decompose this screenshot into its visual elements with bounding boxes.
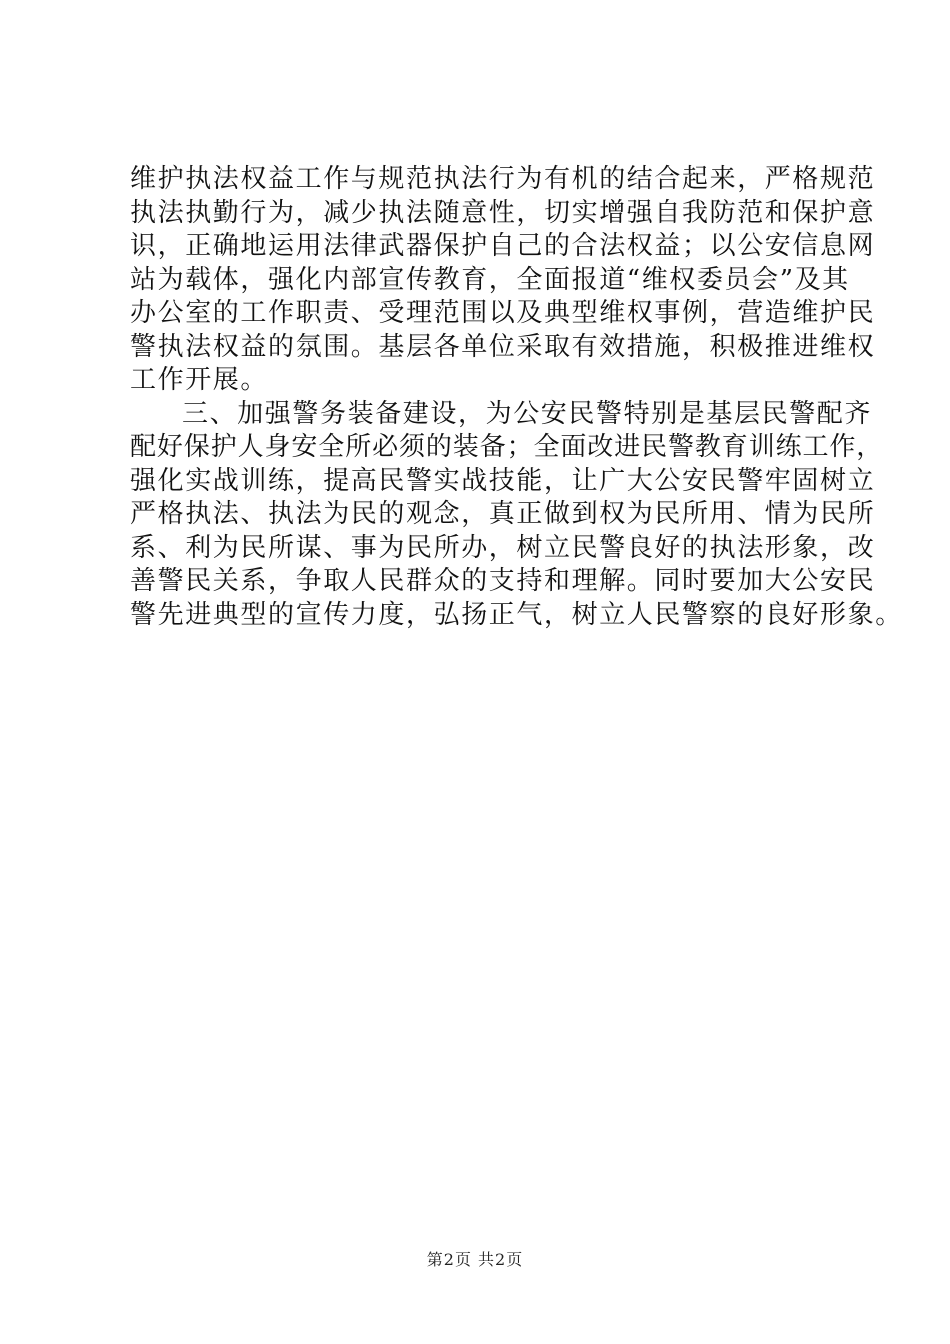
- text-line: 维护执法权益工作与规范执法行为有机的结合起来，严格规范: [130, 164, 876, 194]
- paragraph-start-line: 三、加强警务装备建设，为公安民警特别是基层民警配齐: [182, 398, 873, 429]
- text-line: 工作开展。: [130, 365, 269, 395]
- text-line: 办公室的工作职责、受理范围以及典型维权事例，营造维护民: [130, 298, 876, 328]
- document-body: [130, 163, 903, 632]
- text-line: 善警民关系，争取人民群众的支持和理解。同时要加大公安民: [130, 566, 876, 596]
- text-line: 站为载体，强化内部宣传教育，全面报道“维权委员会”及其: [130, 264, 850, 295]
- text-line: 严格执法、执法为民的观念，真正做到权为民所用、情为民所: [130, 499, 876, 529]
- text-line: 警先进典型的宣传力度，弘扬正气，树立人民警察的良好形象。: [130, 599, 903, 630]
- text-line: 执法执勤行为，减少执法随意性，切实增强自我防范和保护意: [130, 197, 876, 228]
- page-number-footer: 第2页 共2页: [426, 1250, 524, 1269]
- text-line: 识，正确地运用法律武器保护自己的合法权益；以公安信息网: [130, 231, 876, 261]
- text-line: 配好保护人身安全所必须的装备；全面改进民警教育训练工作，: [130, 432, 884, 462]
- text-line: 系、利为民所谋、事为民所办，树立民警良好的执法形象，改: [130, 532, 876, 563]
- text-line: 警执法权益的氛围。基层各单位采取有效措施，积极推进维权: [130, 331, 876, 362]
- text-line: 强化实战训练，提高民警实战技能，让广大公安民警牢固树立: [130, 465, 876, 496]
